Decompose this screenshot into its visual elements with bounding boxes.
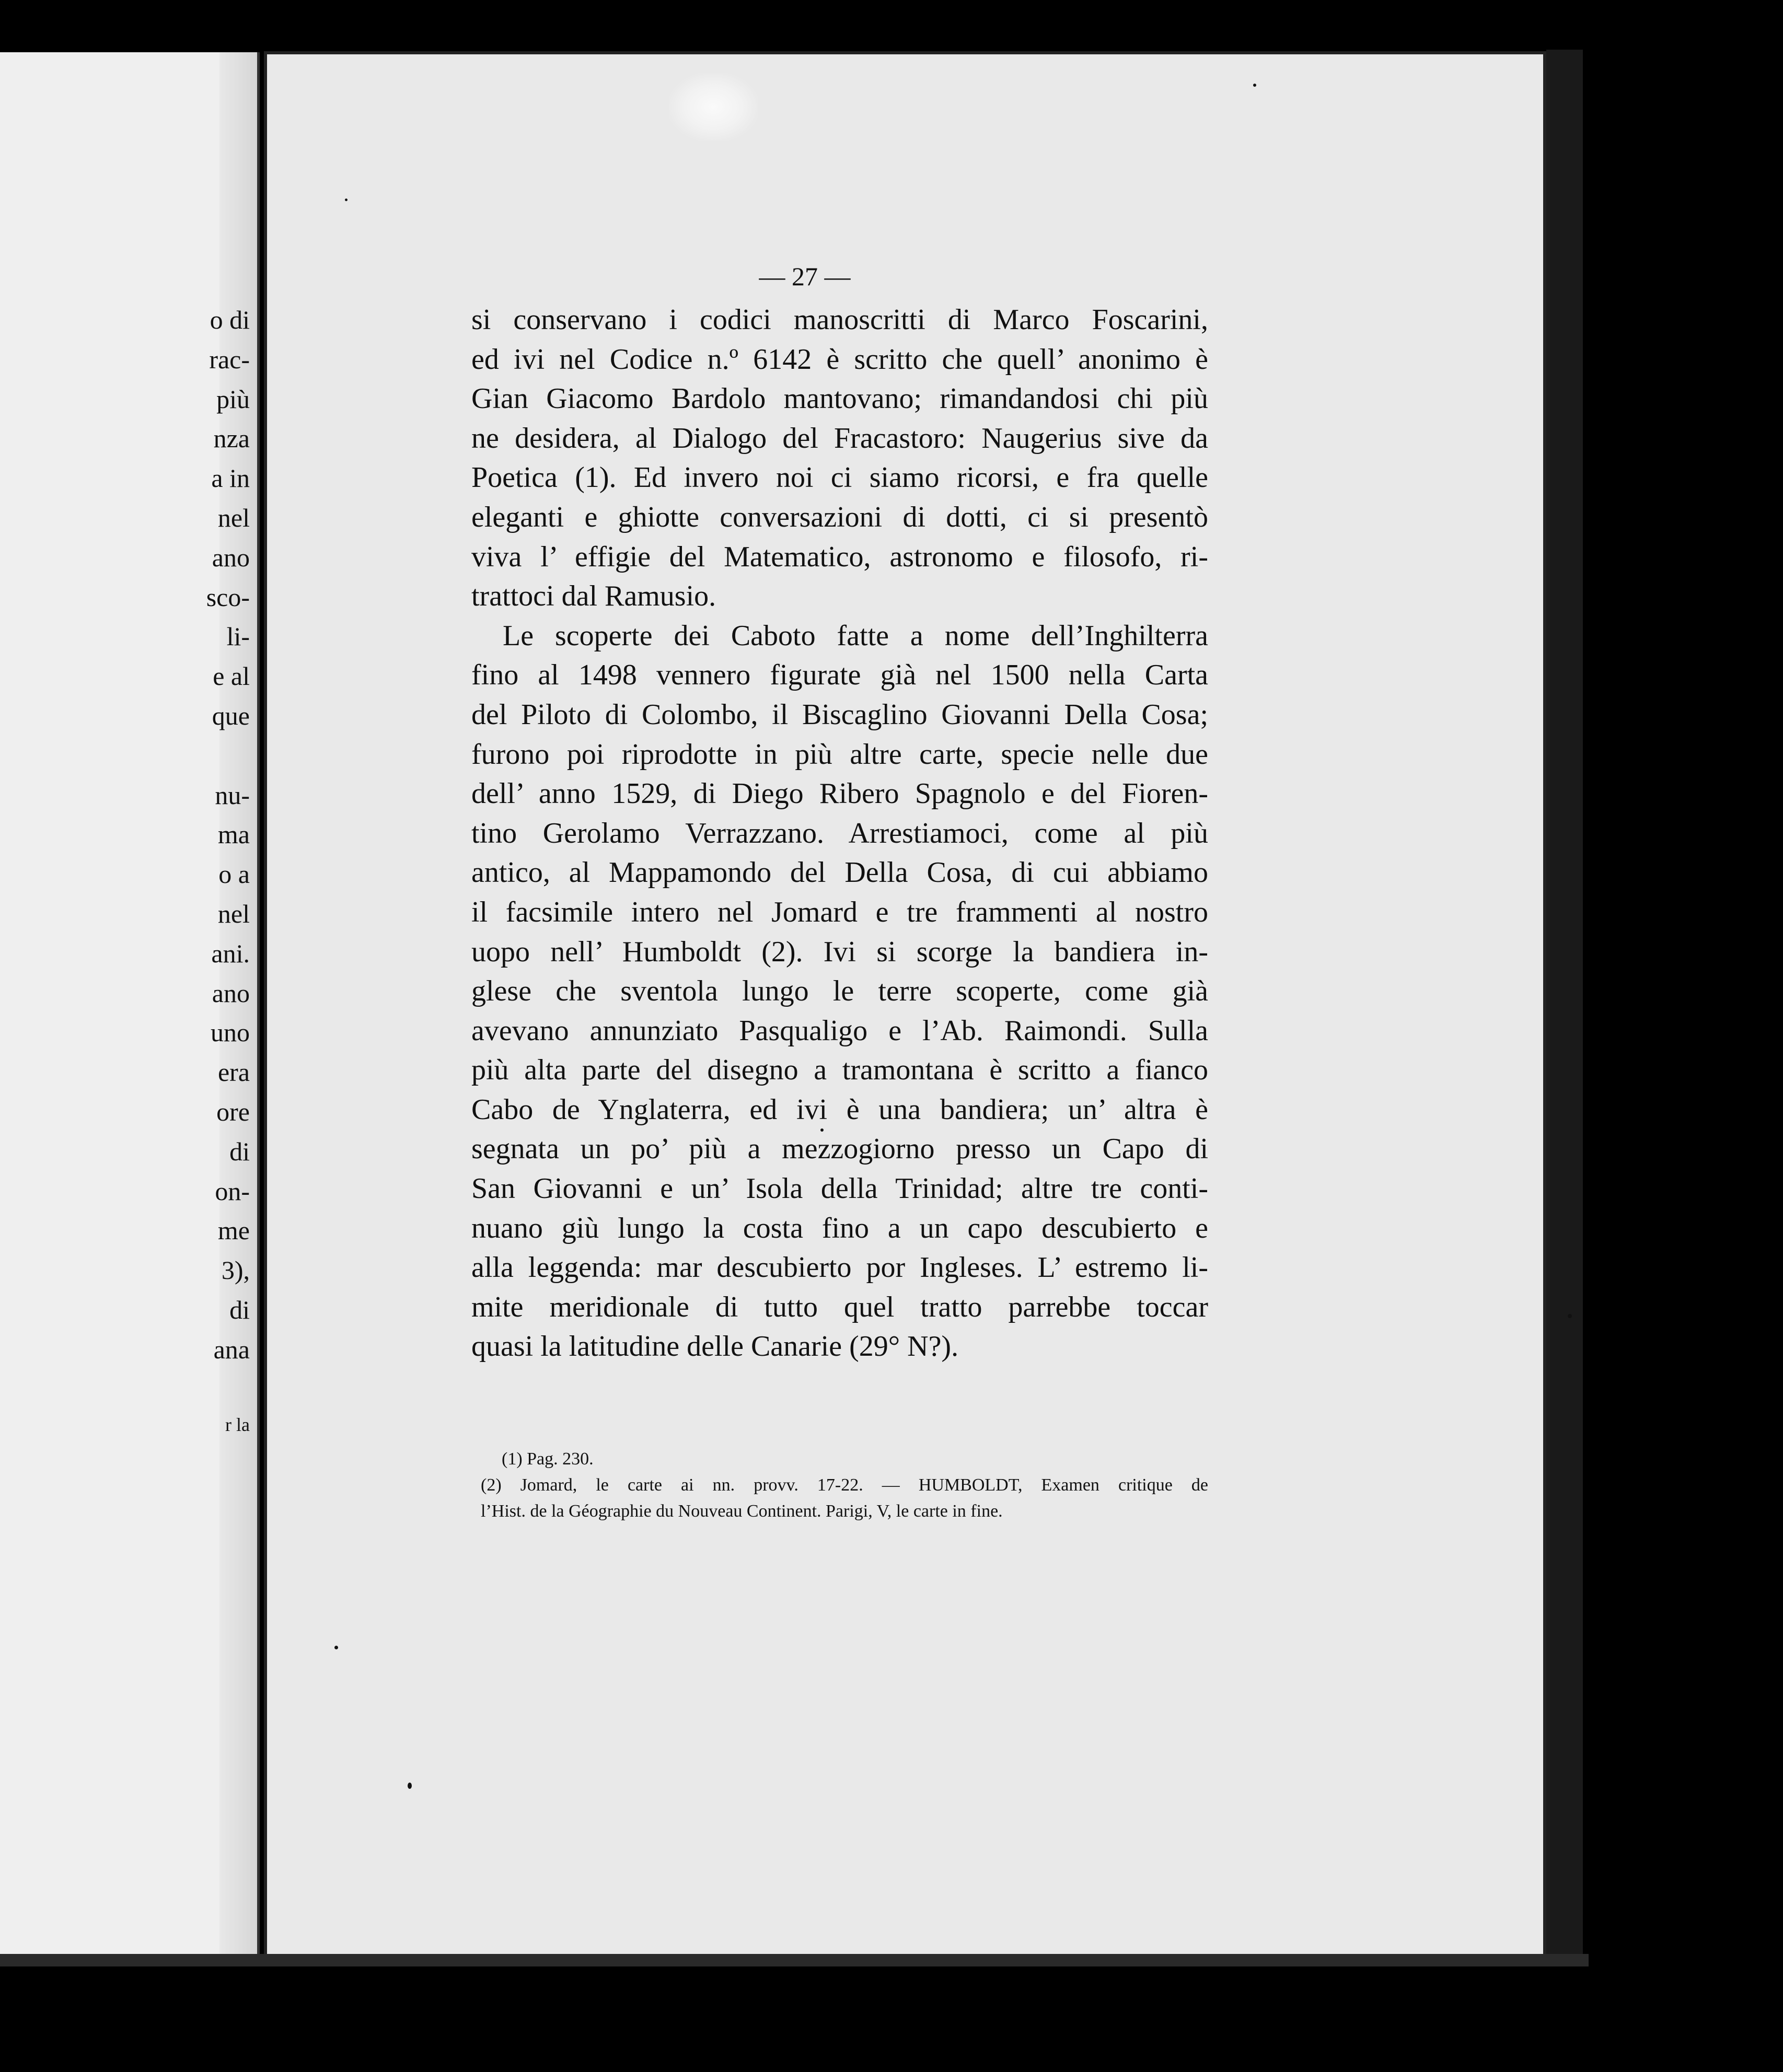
footnotes xyxy=(481,1446,1208,1524)
fragment-line: 3), xyxy=(221,1255,250,1285)
fragment-line xyxy=(166,736,250,776)
scan-speck xyxy=(408,1783,412,1789)
scan-speck xyxy=(345,199,348,201)
text-line: viva l’ effigie del Matematico, astronomo e filosofo, ri- xyxy=(471,540,1208,573)
text-line: fino al 1498 vennero figurate già nel 1500 nella Carta xyxy=(471,659,1208,692)
fragment-line: sco- xyxy=(206,582,250,612)
text-line: del Piloto di Colombo, il Biscaglino Giovanni Della Cosa; xyxy=(471,698,1208,731)
text-line: ed ivi nel Codice n.º 6142 è scritto che quell’ anonimo è xyxy=(471,343,1208,376)
fragment-line: era xyxy=(217,1057,250,1087)
fragment-line: ma xyxy=(217,820,250,849)
footnote: (2) Jomard, le carte ai nn. provv. 17-22. — HUMBOLDT, Examen critique de xyxy=(481,1475,1208,1495)
fragment-line: que xyxy=(212,701,250,730)
scan-speck xyxy=(1253,84,1256,87)
text-line: avevano annunziato Pasqualigo e l’Ab. Raimondi. Sulla xyxy=(471,1014,1208,1047)
scan-speck xyxy=(1568,1314,1572,1318)
page-number: — 27 — xyxy=(759,262,851,291)
fragment-line: ano xyxy=(212,542,250,572)
scan-speck xyxy=(334,1646,338,1649)
text-line: Gian Giacomo Bardolo mantovano; rimandandosi chi più xyxy=(471,382,1208,415)
text-line: alla leggenda: mar descubierto por Ingleses. L’ estremo li- xyxy=(471,1251,1208,1284)
text-line: trattoci dal Ramusio. xyxy=(471,580,716,613)
fragment-line: nu- xyxy=(215,780,250,810)
text-line: ne desidera, al Dialogo del Fracastoro: Naugerius sive da xyxy=(471,422,1208,455)
bottom-edge xyxy=(0,1954,1589,1966)
text-line: uopo nell’ Humboldt (2). Ivi si scorge la bandiera in- xyxy=(471,935,1208,968)
fragment-line: a in xyxy=(211,463,250,493)
text-line: si conservano i codici manoscritti di Marco Foscarini, xyxy=(471,304,1208,336)
text-line: eleganti e ghiotte conversazioni di dotti, ci si presentò xyxy=(471,500,1208,533)
fragment-line: o a xyxy=(218,859,250,889)
footnote: l’Hist. de la Géographie du Nouveau Continent. Parigi, V, le carte in fine. xyxy=(481,1501,1003,1521)
fragment-line: li- xyxy=(226,622,250,651)
text-line: furono poi riprodotte in più altre carte, specie nelle due xyxy=(471,738,1208,771)
fragment-footnote: r la xyxy=(225,1414,250,1435)
scan-speck xyxy=(820,1128,824,1132)
fragment-line: ore xyxy=(216,1097,250,1126)
fragment-line: di xyxy=(229,1295,250,1324)
text-line: antico, al Mappamondo del Della Cosa, di cui abbiamo xyxy=(471,856,1208,889)
text-line: dell’ anno 1529, di Diego Ribero Spagnolo e del Fioren- xyxy=(471,777,1208,810)
text-line: Poetica (1). Ed invero noi ci siamo ricorsi, e fra quelle xyxy=(471,461,1208,494)
body-text xyxy=(471,300,1208,1367)
text-line: il facsimile intero nel Jomard e tre frammenti al nostro xyxy=(471,895,1208,928)
text-line: mite meridionale di tutto quel tratto parrebbe toccar xyxy=(471,1290,1208,1323)
fragment-line: nza xyxy=(213,424,250,453)
text-line: tino Gerolamo Verrazzano. Arrestiamoci, come al più xyxy=(471,817,1208,849)
footnote: (1) Pag. 230. xyxy=(502,1449,594,1469)
text-line: Le scoperte dei Caboto fatte a nome dell’Inghilterra xyxy=(503,619,1208,652)
fragment-line: nel xyxy=(217,899,250,928)
fragment-line: nel xyxy=(217,503,250,532)
paper-stain xyxy=(669,73,758,141)
text-line: nuano giù lungo la costa fino a un capo descubierto e xyxy=(471,1212,1208,1244)
fragment-line: rac- xyxy=(209,344,250,374)
fragment-line: ano xyxy=(212,978,250,1008)
text-line: glese che sventola lungo le terre scoperte, come già xyxy=(471,975,1208,1008)
text-line: più alta parte del disegno a tramontana è scritto a fianco xyxy=(471,1054,1208,1087)
fragment-line: me xyxy=(217,1216,250,1245)
fragment-line: on- xyxy=(215,1176,250,1206)
fragment-line: o di xyxy=(210,305,250,334)
page-edge xyxy=(1546,50,1583,1962)
left-page xyxy=(0,52,260,1954)
fragment-line: e al xyxy=(213,661,250,691)
text-line: quasi la latitudine delle Canarie (29° N?). xyxy=(471,1330,959,1363)
fragment-line: ana xyxy=(213,1334,250,1364)
text-line: Cabo de Ynglaterra, ed ivi è una bandiera; un’ altra è xyxy=(471,1093,1208,1126)
fragment-line: ani. xyxy=(211,938,250,968)
text-line: segnata un po’ più a mezzogiorno presso un Capo di xyxy=(471,1133,1208,1166)
left-text-fragment xyxy=(166,300,250,1451)
fragment-line: uno xyxy=(211,1018,250,1047)
fragment-line: di xyxy=(229,1136,250,1166)
fragment-line: più xyxy=(216,384,250,414)
text-line: San Giovanni e un’ Isola della Trinidad; altre tre conti- xyxy=(471,1172,1208,1205)
